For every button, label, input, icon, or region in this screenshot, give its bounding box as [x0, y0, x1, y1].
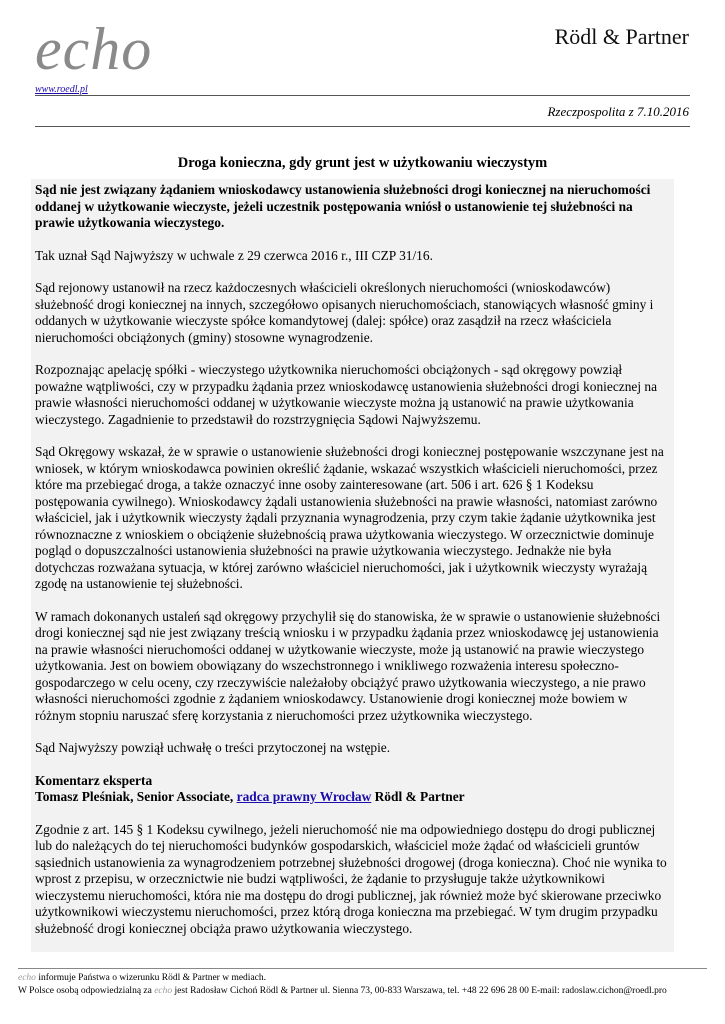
article-body: [31, 179, 674, 952]
footer-text: W Polsce osobą odpowiedzialną za: [18, 986, 155, 996]
author-link[interactable]: radca prawny Wrocław: [236, 789, 372, 804]
footer-echo-logo: echo: [18, 973, 36, 983]
site-link[interactable]: www.roedl.pl: [35, 84, 88, 95]
header-divider: [35, 95, 690, 96]
author-name: Tomasz Pleśniak, Senior Associate,: [35, 789, 237, 804]
expert-comment-header: [35, 773, 670, 806]
footer-divider: [18, 968, 707, 969]
paragraph: Sąd Okręgowy wskazał, że w sprawie o ustanowienie służebności drogi koniecznej postępowanie wszczynane jest na wniosek, w którym wnioskodawca powinien określić żądanie, wskazać wszystkich właścicieli nieruchomości, przez które ma przebiegać droga, a także oznaczyć inne osoby zainteresowane (art. 506 i art. 626 § 1 Kodeksu postępowania cywilnego). Wnioskodawcy żądali ustanowienia służebności na prawie własności, natomiast zarówno właściciel, jak i użytkownik wieczysty żądali przyznania wynagrodzenia, przy czym takie żądanie użytkownika jest równoznaczne z wnioskiem o obciążenie służebnością prawa użytkowania wieczystego. W orzecznictwie dominuje pogląd o dopuszczalności ustanowienia służebności na prawie użytkowania wieczystego. Jednakże nie była dotychczas rozważana sytuacja, w której zarówno właściciel nieruchomości, jak i użytkownik wieczysty wyrażają zgodę na ustanowienie tej służebności.: [35, 444, 664, 591]
source-divider: [35, 126, 690, 127]
comment-author: [35, 789, 670, 806]
brand-name: Rödl & Partner: [554, 24, 689, 49]
author-firm: Rödl & Partner: [371, 789, 465, 804]
footer-line-2: [18, 985, 707, 997]
paragraph: Zgodnie z art. 145 § 1 Kodeksu cywilnego, jeżeli nieruchomość nie ma odpowiedniego dostępu do drogi publicznej lub do należących do tej nieruchomości budynków gospodarskich, właściciel może żądać od właścicieli gruntów sąsiednich ustanowienia za wynagrodzeniem potrzebnej służebności drogowej (droga konieczna). Choć nie wynika to wprost z przepisu, w orzecznictwie nie budzi wątpliwości, że żądanie to przysługuje także użytkownikowi wieczystemu nieruchomości, która nie ma dostępu do drogi publicznej, jak również może być skierowane przeciwko użytkownikowi wieczystemu nieruchomości, przez którą droga konieczna ma przebiegać. W tym drugim przypadku służebność drogi koniecznej obciąża prawo użytkowania wieczystego.: [35, 821, 667, 936]
paragraph: Tak uznał Sąd Najwyższy w uchwale z 29 czerwca 2016 r., III CZP 31/16.: [35, 247, 433, 263]
footer-line-1: [18, 972, 707, 984]
article-lead: Sąd nie jest związany żądaniem wnioskodawcy ustanowienia służebności drogi koniecznej na nieruchomości oddanej w użytkowanie wieczyste, jeżeli uczestnik postępowania wniósł o ustanowienie tej służebności na prawie użytkowania wieczystego.: [35, 182, 651, 230]
paragraph: Sąd rejonowy ustanowił na rzecz każdoczesnych właścicieli określonych nieruchomości (wnioskodawców) służebność drogi koniecznej na innych, szczegółowo opisanych nieruchomościach, stanowiących własność gminy i oddanych w użytkowanie wieczyste spółce komandytowej (dalej: spółce) oraz zasądził na rzecz właściciela nieruchomości obciążonych (gminy) stosowne wynagrodzenie.: [35, 280, 654, 345]
footer-text: informuje Państwa o wizerunku Rödl & Partner w mediach.: [35, 973, 266, 983]
footer-echo-logo: echo: [154, 986, 173, 996]
source-date: Rzeczpospolita z 7.10.2016: [547, 104, 689, 119]
paragraph: Sąd Najwyższy powziął uchwałę o treści przytoczonej na wstępie.: [35, 740, 391, 755]
paragraph: W ramach dokonanych ustaleń sąd okręgowy przychylił się do stanowiska, że w sprawie o ustanowienie służebności drogi koniecznej sąd nie jest związany treścią wniosku i w przypadku żądania przez wnioskodawcę jej ustanowienia na prawie własności nieruchomości oddanej w użytkowanie wieczyste, może ją ustanowić na prawie wieczystego użytkowania. Jest on bowiem obowiązany do wszechstronnego i wnikliwego rozważenia interesu społeczno-gospodarczego w celu oceny, czy rzeczywiście należałoby obciążyć prawo użytkowania wieczystego, a nie prawo własności nieruchomości zgodnie z żądaniem wnioskodawcy. Ustanowienie drogi koniecznej może bowiem w różnym stopniu naruszać sferę korzystania z nieruchomości przez użytkownika wieczystego.: [35, 608, 661, 723]
paragraph: Rozpoznając apelację spółki - wieczystego użytkownika nieruchomości obciążonych - sąd okręgowy powziął poważne wątpliwości, czy w przypadku żądania przez wnioskodawcę ustanowienia służebności drogi koniecznej na prawie własności nieruchomości oddanej w użytkowanie wieczyste można ją ustanowić na prawie użytkowania wieczystego. Zagadnienie to przedstawił do rozstrzygnięcia Sądowi Najwyższemu.: [35, 362, 658, 427]
footer-contact: jest Radosław Cichoń Rödl & Partner ul. Sienna 73, 00-833 Warszawa, tel. +48 22 696 28 00 E-mail: radoslaw.cichon@roedl.pro: [172, 986, 667, 996]
comment-heading: Komentarz eksperta: [35, 772, 153, 788]
echo-logo: echo: [35, 16, 153, 82]
article-title: Droga konieczna, gdy grunt jest w użytkowaniu wieczystym: [177, 155, 548, 171]
